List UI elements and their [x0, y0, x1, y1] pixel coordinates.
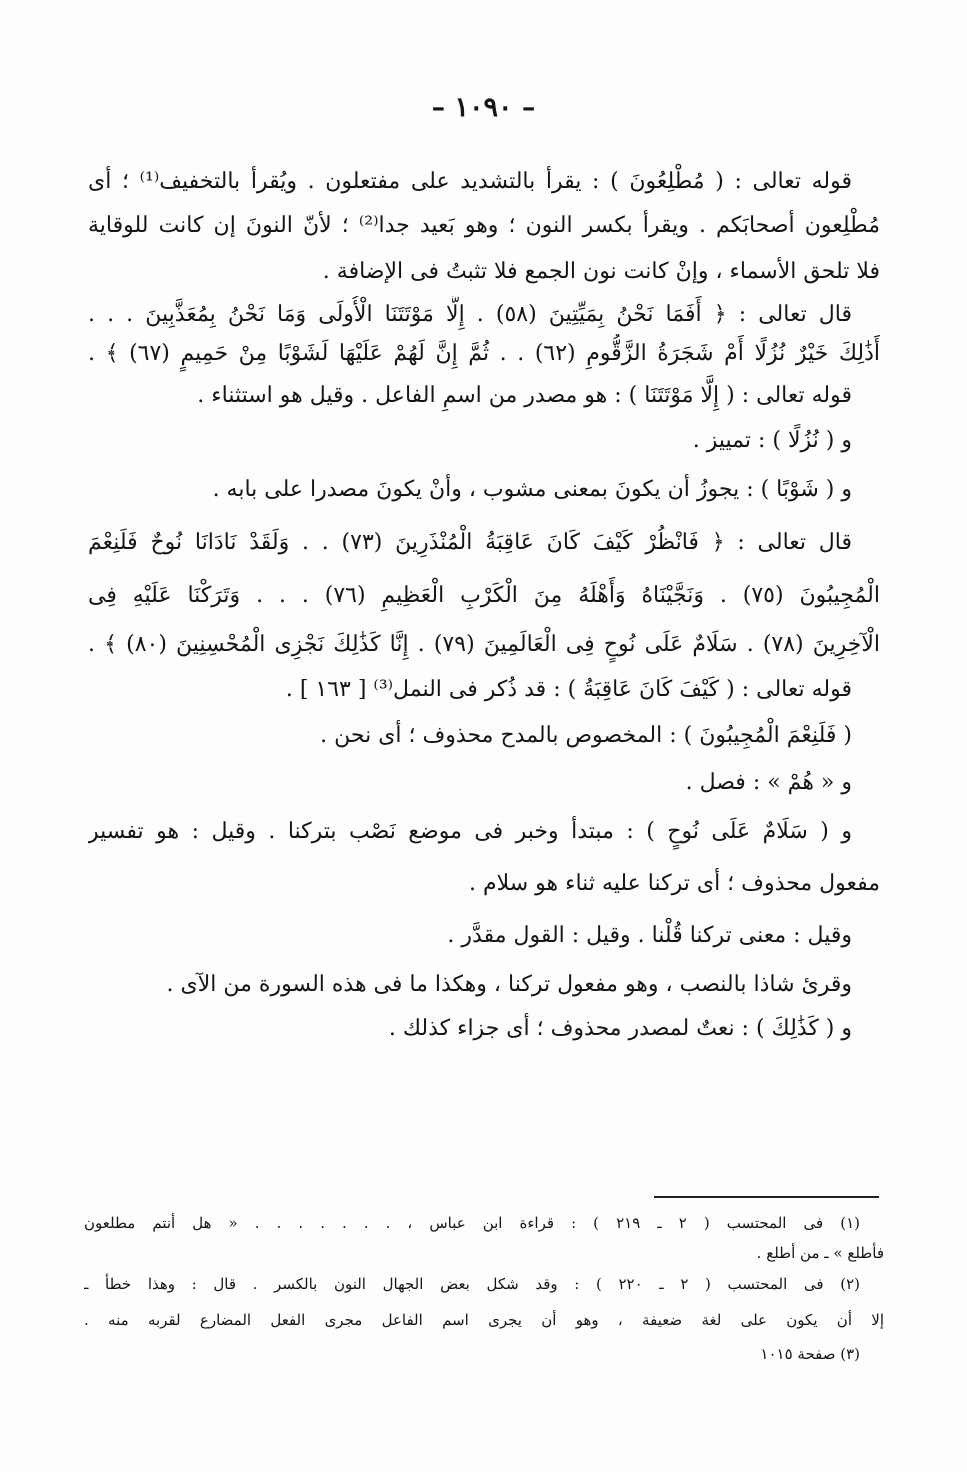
- page-number: – ١٠٩٠ –: [431, 92, 536, 123]
- quran-verse-line: قال تعالى : ﴿ فَانْظُرْ كَيْفَ كَانَ عَاقِبَةُ الْمُنْذَرِينَ (٧٣) . . وَلَقَدْ نَادَانَا نُوحٌ فَلَنِعْمَ: [88, 530, 853, 555]
- text-line: ( فَلَنِعْمَ الْمُجِيبُونَ ) : المخصوص بالمدح محذوف ؛ أى نحن .: [320, 723, 852, 748]
- text-line: و « هُمْ » : فصل .: [685, 770, 852, 795]
- quran-verse-line: قال تعالى : ﴿ أَفَمَا نَحْنُ بِمَيِّتِينَ (٥٨) . إِلَّا مَوْتَتَنَا الْأُولَى وَمَا نَحْنُ بِمُعَذَّبِينَ . . .: [88, 302, 852, 327]
- text-line: و ( كَذَٰلِكَ ) : نعتٌ لمصدر محذوف ؛ أى جزاء كذلك .: [388, 1016, 852, 1041]
- footnote-line: (١) فى المحتسب ( ٢ ـ ٢١٩ ) : قراءة ابن عباس ، . . . . . . . « هل أنتم مطلعون: [84, 1214, 860, 1232]
- text-line: مُطْلِعون أصحابَكم . ويقرأ بكسر النون ؛ وهو بَعيد جدا⁽²⁾ ؛ لأنّ النونَ إن كانت للوقاية: [88, 213, 880, 238]
- quran-verse-line: الْآخِرِينَ (٧٨) . سَلَامٌ عَلَى نُوحٍ فِى الْعَالَمِينَ (٧٩) . إِنَّا كَذَٰلِكَ نَجْزِى الْمُحْسِنِينَ (٨٠) ﴾ .: [88, 632, 880, 657]
- footnote-line: فأطلع » ـ من أطلع .: [756, 1244, 884, 1262]
- text-line: قوله تعالى : ( مُطْلِعُونَ ) : يقرأ بالتشديد على مفتعلون . ويُقرأ بالتخفيف⁽¹⁾ ؛ أى: [88, 169, 852, 194]
- quran-verse-line: أَذَٰلِكَ خَيْرٌ نُزُلًا أَمْ شَجَرَةُ الزَّقُّومِ (٦٢) . . ثُمَّ إِنَّ لَهُمْ عَلَيْهَا لَشَوْبًا مِنْ حَمِيمٍ (٦٧) ﴾ .: [88, 341, 880, 366]
- text-line: مفعول محذوف ؛ أى تركنا عليه ثناء هو سلام .: [469, 871, 880, 896]
- quran-verse-line: الْمُجِيبُونَ (٧٥) . وَنَجَّيْنَاهُ وَأَهْلَهُ مِنَ الْكَرْبِ الْعَظِيمِ (٧٦) . . . وَتَرَكْنَا عَلَيْهِ فِى: [88, 583, 880, 608]
- footnote-line: إلا أن يكون على لغة ضعيفة ، وهو أن يجرى اسم الفاعل مجرى الفعل المضارع لقربه منه .: [84, 1311, 884, 1329]
- text-line: وقيل : معنى تركنا قُلْنا . وقيل : القول مقدَّر .: [447, 923, 852, 948]
- text-line: و ( سَلَامٌ عَلَى نُوحٍ ) : مبتدأ وخبر فى موضع نَصْب بتركنا . وقيل : هو تفسير: [88, 819, 852, 844]
- text-line: قوله تعالى : ( كَيْفَ كَانَ عَاقِبَةُ ) : قد ذُكر فى النمل⁽³⁾ [ ١٦٣ ] .: [285, 677, 852, 702]
- footnote-line: (٣) صفحة ١٠١٥: [760, 1345, 860, 1363]
- text-line: و ( نُزُلًا ) : تمييز .: [692, 428, 852, 453]
- text-line: فلا تلحق الأسماء ، وإنْ كانت نون الجمع فلا تثبتُ فى الإضافة .: [322, 259, 880, 284]
- footnote-line: (٢) فى المحتسب ( ٢ ـ ٢٢٠ ) : وقد شكل بعض الجهال النون بالكسر . قال : وهذا خطأ ـ: [84, 1275, 861, 1293]
- footnotes: [84, 1208, 884, 1368]
- main-text: [88, 160, 880, 1050]
- footnote-divider: [654, 1196, 879, 1198]
- text-line: قوله تعالى : ( إِلَّا مَوْتَتَنَا ) : هو مصدر من اسمِ الفاعل . وقيل هو استثناء .: [197, 383, 852, 408]
- text-line: و ( شَوْبًا ) : يجوزُ أن يكونَ بمعنى مشوب ، وأنْ يكونَ مصدرا على بابه .: [212, 477, 852, 502]
- text-line: وقرئ شاذا بالنصب ، وهو مفعول تركنا ، وهكذا ما فى هذه السورة من الآى .: [166, 972, 852, 997]
